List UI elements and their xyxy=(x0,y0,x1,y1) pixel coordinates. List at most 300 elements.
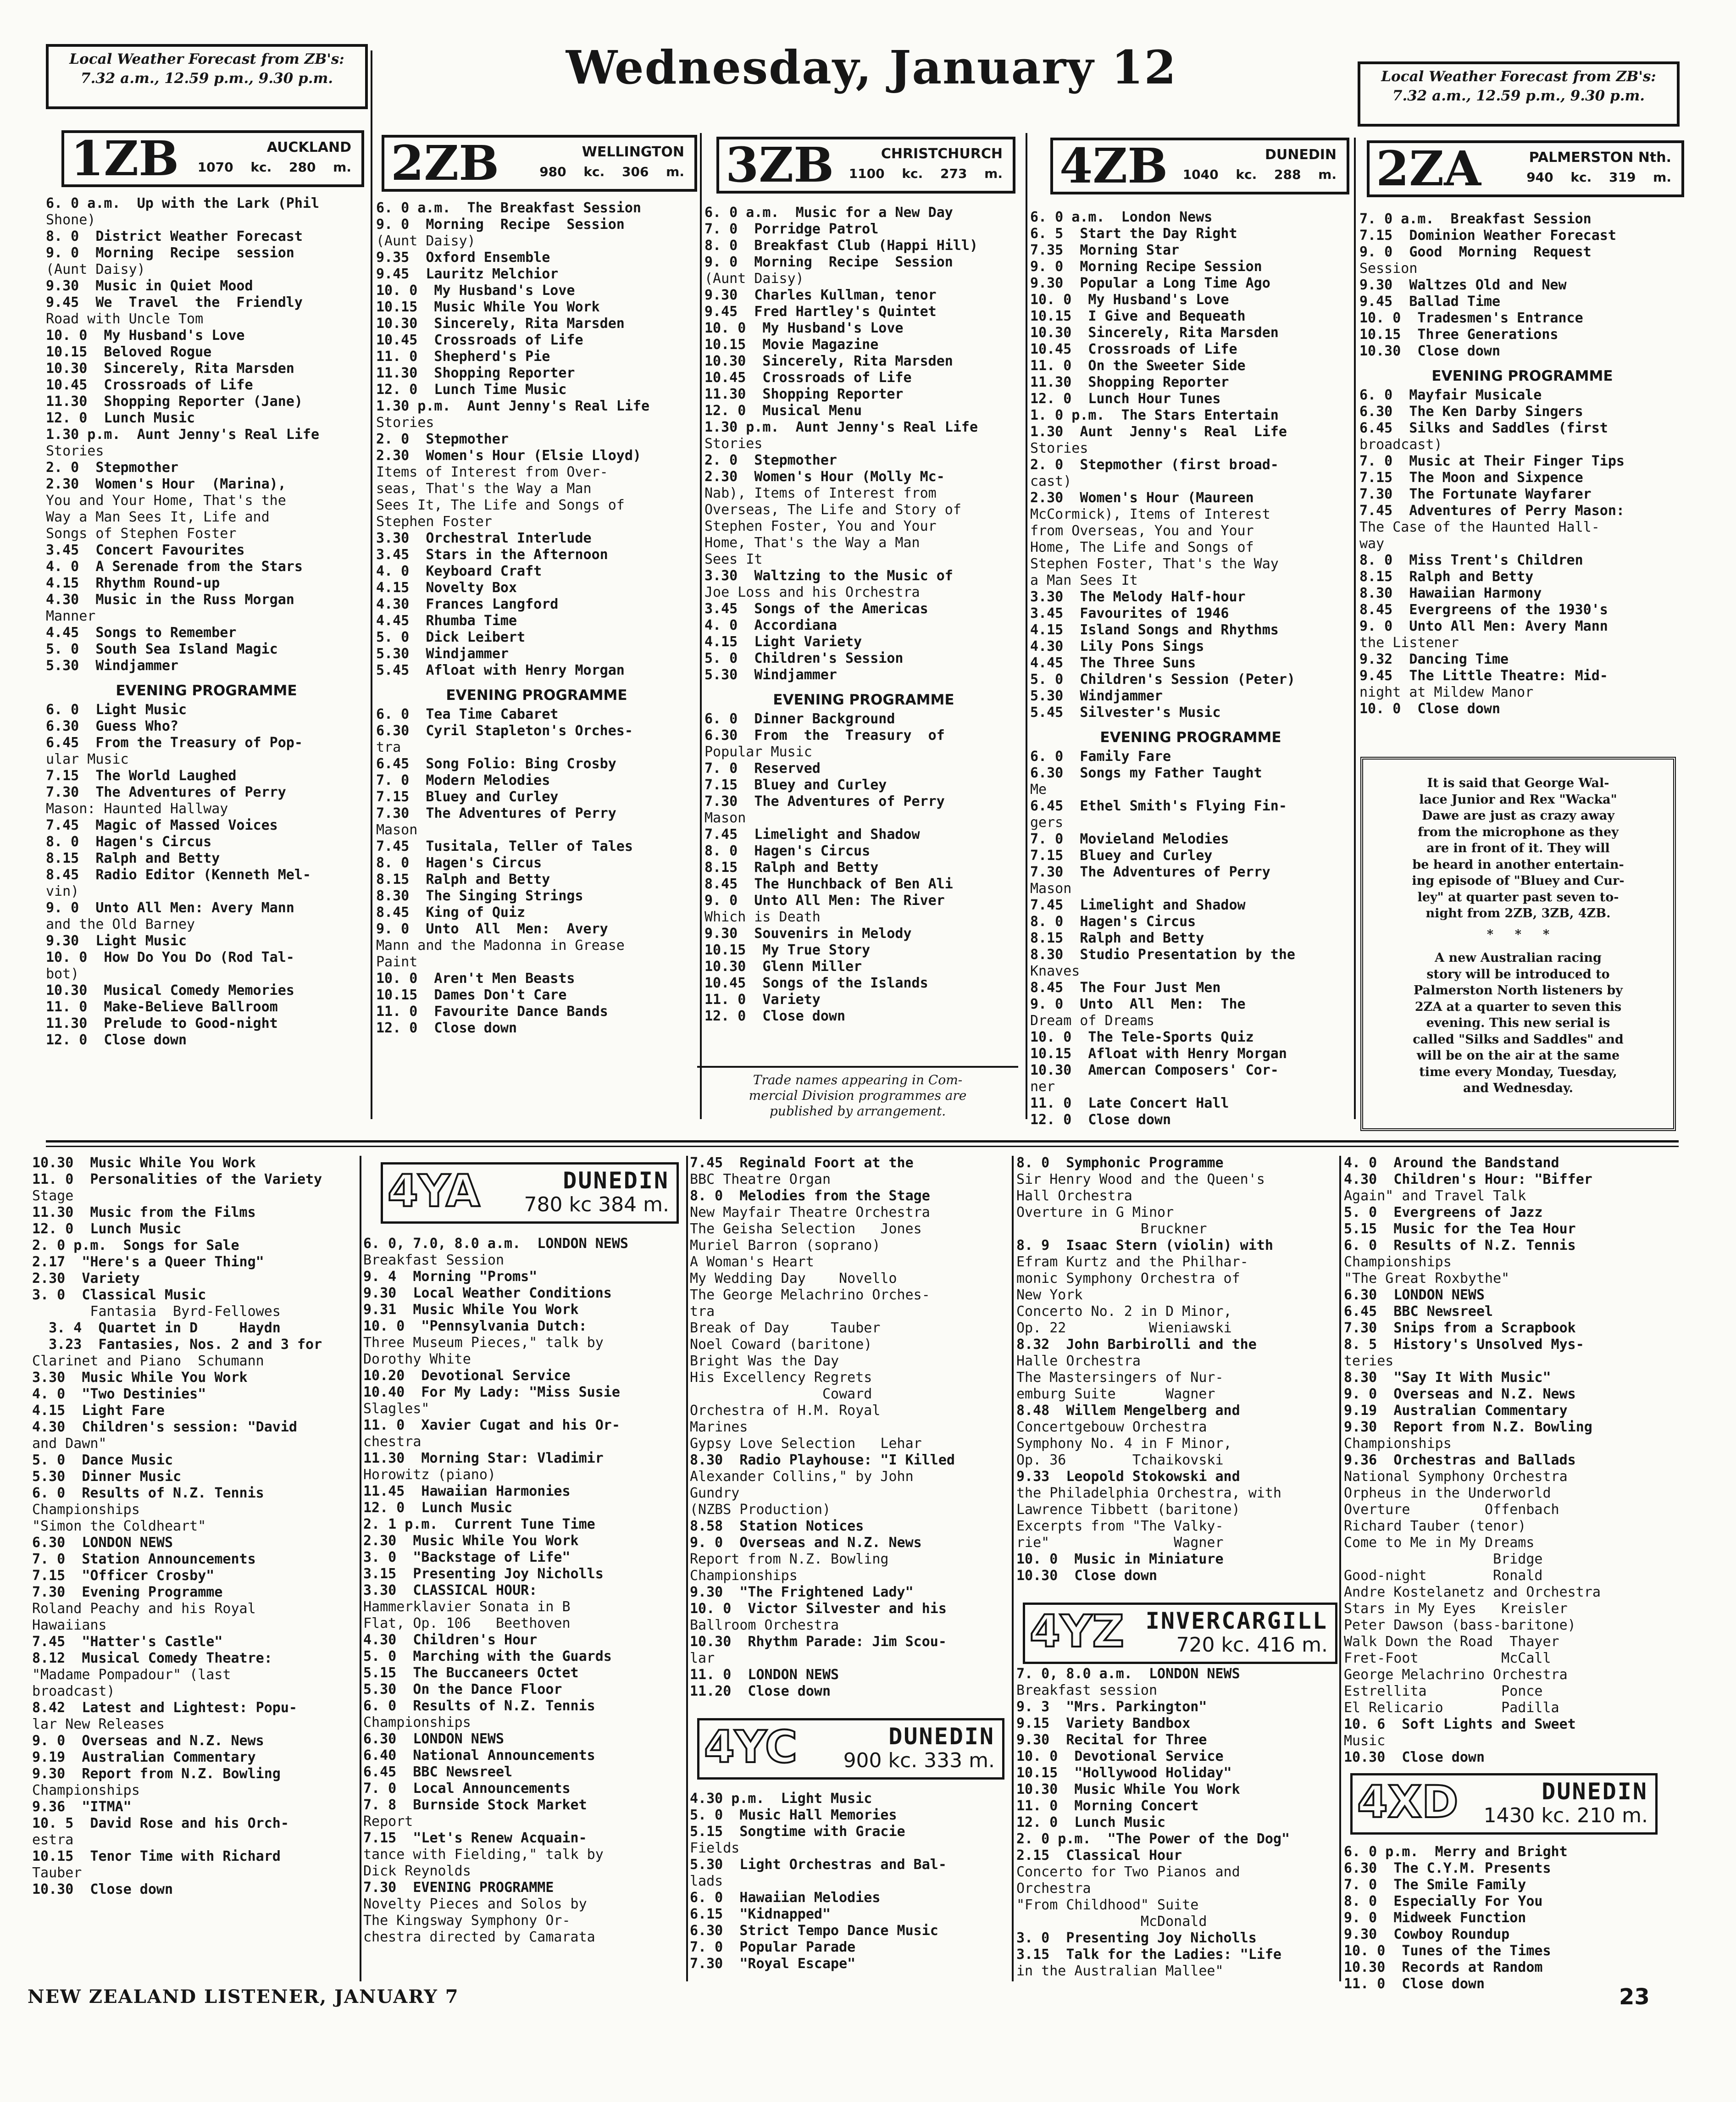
program-line: 6.30 From the Treasury of xyxy=(704,727,945,743)
program-line: Lawrence Tibbett (baritone) xyxy=(1016,1502,1240,1518)
program-line: chestra xyxy=(363,1434,422,1450)
program-line: Music xyxy=(1344,1733,1386,1749)
program-line: 9. 0 Midweek Function xyxy=(1344,1910,1526,1926)
news-note-line: and Wednesday. xyxy=(1463,1081,1573,1095)
station-freq-2zb: 980 kc. 306 m. xyxy=(539,164,684,179)
program-line: "The Great Roxbythe" xyxy=(1344,1270,1510,1287)
program-line: 5. 0 South Sea Island Magic xyxy=(46,641,278,657)
trade-note-line: mercial Division programmes are xyxy=(749,1088,967,1103)
program-line: 10.15 Afloat with Henry Morgan xyxy=(1030,1046,1287,1062)
program-line: 6.30 Songs my Father Taught xyxy=(1030,765,1262,781)
station-freq-4xd: 1430 kc. 210 m. xyxy=(1483,1804,1648,1827)
program-line: 9. 4 Morning "Proms" xyxy=(363,1269,538,1285)
program-line: 3.15 Presenting Joy Nicholls xyxy=(363,1566,604,1582)
station-freq-2za: 940 kc. 319 m. xyxy=(1526,170,1671,185)
program-line: McCormick), Items of Interest xyxy=(1030,506,1270,522)
program-line: Overture Offenbach xyxy=(1344,1502,1559,1518)
program-line: in the Australian Mallee" xyxy=(1016,1963,1224,1979)
program-line: 3.30 Waltzing to the Music of xyxy=(704,568,953,584)
station-call-4yz: 4YZ xyxy=(1030,1606,1124,1657)
program-line: 4.30 Children's Hour: "Biffer xyxy=(1344,1171,1592,1187)
program-line: Overture in G Minor xyxy=(1016,1204,1174,1220)
program-line: 5.15 Music for the Tea Hour xyxy=(1344,1221,1576,1237)
program-line: 9.45 We Travel the Friendly xyxy=(46,294,303,311)
program-line: 6.45 Silks and Saddles (first xyxy=(1359,420,1608,436)
program-line: 8.15 Ralph and Betty xyxy=(376,871,550,887)
program-line: 6. 0, 7.0, 8.0 a.m. LONDON NEWS xyxy=(363,1236,628,1252)
program-line: 11. 0 Close down xyxy=(1344,1976,1485,1992)
program-line: The Kingsway Symphony Or- xyxy=(363,1913,571,1929)
program-line: Mason: Haunted Hallway xyxy=(46,801,228,817)
program-line: 9.19 Australian Commentary xyxy=(32,1749,256,1765)
program-line: 7.35 Morning Star xyxy=(1030,242,1180,258)
program-line: 8.45 The Four Just Men xyxy=(1030,980,1221,996)
program-line: 9.30 Music in Quiet Mood xyxy=(46,278,253,294)
weather-forecast-right-line1: Local Weather Forecast from ZB's: xyxy=(1381,68,1656,85)
program-line: 4.30 Children's Hour xyxy=(363,1632,538,1648)
news-note-line: * * * xyxy=(1486,927,1550,942)
program-line: Come to Me in My Dreams xyxy=(1344,1535,1535,1551)
program-line: You and Your Home, That's the xyxy=(46,493,286,509)
program-line: 12. 0 Close down xyxy=(704,1008,846,1024)
program-line: 7. 0 Modern Melodies xyxy=(376,772,550,788)
program-line: 4.45 Songs to Remember xyxy=(46,625,237,641)
program-line: Efram Kurtz and the Philhar- xyxy=(1016,1254,1248,1270)
program-line: "Madame Pompadour" (last xyxy=(32,1667,231,1683)
program-line: chestra directed by Camarata xyxy=(363,1929,595,1945)
news-note-line: evening. This new serial is xyxy=(1426,1016,1610,1030)
station-call-3zb: 3ZB xyxy=(726,137,834,193)
program-line: 8.48 Willem Mengelberg and xyxy=(1016,1403,1240,1419)
program-line: 4. 0 A Serenade from the Stars xyxy=(46,559,303,575)
program-line: from Overseas, You and Your xyxy=(1030,523,1254,539)
program-line: Slagles" xyxy=(363,1401,430,1417)
station-box-4yz xyxy=(1023,1603,1337,1664)
program-line: 9.30 Report from N.Z. Bowling xyxy=(1344,1419,1592,1435)
program-line: rie" Wagner xyxy=(1016,1535,1224,1551)
program-line: 1. 0 p.m. The Stars Entertain xyxy=(1030,407,1279,423)
program-line: 10.15 Movie Magazine xyxy=(704,337,879,353)
weather-forecast-left-line1: Local Weather Forecast from ZB's: xyxy=(69,51,344,67)
program-line: 5.30 Light Orchestras and Bal- xyxy=(690,1857,947,1873)
program-line: 11.45 Hawaiian Harmonies xyxy=(363,1483,571,1499)
schedule-4zb xyxy=(1030,209,1351,1128)
station-city-3zb: CHRISTCHURCH xyxy=(881,146,1003,162)
program-line: 2. 0 Stepmother xyxy=(704,452,837,468)
news-note-line: story will be introduced to xyxy=(1426,967,1610,982)
news-note-line: called "Silks and Saddles" and xyxy=(1413,1032,1624,1047)
program-line: 8. 0 Hagen's Circus xyxy=(46,834,212,850)
program-line: 10.30 Sincerely, Rita Marsden xyxy=(704,353,953,369)
program-line: 9. 0 Overseas and N.Z. News xyxy=(32,1733,264,1749)
program-line: 9. 0 Unto All Men: Avery Mann xyxy=(46,900,294,916)
station-city-4zb: DUNEDIN xyxy=(1265,147,1337,163)
program-line: 8.30 Radio Playhouse: "I Killed xyxy=(690,1452,955,1468)
program-line: 5.30 Windjammer xyxy=(1030,688,1163,704)
program-line: Op. 36 Tchaikovski xyxy=(1016,1452,1224,1468)
program-line: Symphony No. 4 in F Minor, xyxy=(1016,1436,1232,1452)
program-line: 10.20 Devotional Service xyxy=(363,1368,571,1384)
program-line: 10. 0 Close down xyxy=(1359,701,1501,717)
program-line: 5. 0 Dance Music xyxy=(32,1452,173,1468)
news-note-line: Dawe are just as crazy away xyxy=(1421,809,1615,823)
program-line: 4.15 Light Variety xyxy=(704,634,862,650)
program-line: 10.15 Music While You Work xyxy=(376,299,600,315)
program-line: 10. 0 My Husband's Love xyxy=(376,283,575,299)
program-line: seas, That's the Way a Man xyxy=(376,481,592,497)
program-line: 8.30 The Singing Strings xyxy=(376,888,583,904)
program-line: Championships xyxy=(1344,1436,1452,1452)
program-line: 9.36 "ITMA" xyxy=(32,1799,132,1815)
program-line: 8.15 Ralph and Betty xyxy=(1030,930,1204,946)
program-line: 9.30 Charles Kullman, tenor xyxy=(704,287,937,303)
program-line: 2. 0 p.m. "The Power of the Dog" xyxy=(1016,1831,1290,1847)
program-line: Championships xyxy=(1344,1254,1452,1270)
program-line: 7. 0 Local Announcements xyxy=(363,1780,571,1797)
program-line: 11.30 Shopping Reporter xyxy=(376,365,575,381)
program-line: Overseas, The Life and Story of xyxy=(704,502,961,518)
program-line: 9. 0 Morning Recipe Session xyxy=(376,216,625,233)
program-line: 9.30 "The Frightened Lady" xyxy=(690,1584,914,1600)
program-line: Break of Day Tauber xyxy=(690,1320,881,1336)
program-line: Stories xyxy=(46,443,104,459)
program-line: Hall Orchestra xyxy=(1016,1188,1132,1204)
station-call-4ya: 4YA xyxy=(388,1165,480,1217)
program-line: ular Music xyxy=(46,751,129,767)
program-line: vin) xyxy=(46,883,79,899)
program-line: 8.15 Ralph and Betty xyxy=(1359,569,1534,585)
station-box-4ya xyxy=(381,1162,679,1224)
program-line: 6. 0 Results of N.Z. Tennis xyxy=(363,1698,595,1714)
program-line: 10. 6 Soft Lights and Sweet xyxy=(1344,1716,1576,1732)
program-line: 8.15 Ralph and Betty xyxy=(46,850,220,866)
program-line: 8. 0 Melodies from the Stage xyxy=(690,1188,930,1204)
program-line: 6. 0 a.m. The Breakfast Session xyxy=(376,200,641,216)
program-line: 8.30 "Say It With Music" xyxy=(1344,1370,1551,1386)
program-line: 7.30 "Royal Escape" xyxy=(690,1956,856,1972)
program-line: Muriel Barron (soprano) xyxy=(690,1237,881,1253)
station-city-2za: PALMERSTON Nth. xyxy=(1529,150,1671,166)
program-line: 9.30 Recital for Three xyxy=(1016,1732,1207,1748)
news-note-line: It is said that George Wal- xyxy=(1427,776,1609,790)
program-line: 10. 0 Music in Miniature xyxy=(1016,1551,1224,1567)
program-line: and the Old Barney xyxy=(46,916,195,932)
spacer xyxy=(1030,721,1351,727)
program-line: 9. 3 "Mrs. Parkington" xyxy=(1016,1699,1207,1715)
program-line: 11.30 Shopping Reporter xyxy=(1030,374,1229,390)
program-line: 10.45 Songs of the Islands xyxy=(704,975,928,991)
program-line: 9.36 Orchestras and Ballads xyxy=(1344,1452,1576,1468)
program-line: tra xyxy=(376,739,401,755)
program-line: 9.30 Local Weather Conditions xyxy=(363,1285,612,1301)
program-line: 10.30 Close down xyxy=(1016,1568,1158,1584)
program-line: 10.15 I Give and Bequeath xyxy=(1030,308,1246,324)
program-line: Coward xyxy=(690,1386,872,1402)
program-line: 11. 0 Favourite Dance Bands xyxy=(376,1004,608,1020)
program-line: 7.45 Limelight and Shadow xyxy=(1030,897,1246,913)
program-line: 11.30 Shopping Reporter xyxy=(704,386,904,402)
program-line: 6. 0 Tea Time Cabaret xyxy=(376,706,559,722)
schedule-4xd xyxy=(1344,1844,1679,1992)
program-line: monic Symphony Orchestra of xyxy=(1016,1270,1240,1287)
program-line: 4.15 Light Fare xyxy=(32,1403,165,1419)
program-line: 6.45 BBC Newsreel xyxy=(1344,1303,1493,1320)
program-line: 2. 1 p.m. Current Tune Time xyxy=(363,1516,595,1532)
program-line: 3.15 Talk for the Ladies: "Life xyxy=(1016,1947,1281,1963)
program-line: Fields xyxy=(690,1840,740,1856)
program-line: cast) xyxy=(1030,473,1072,489)
program-line: 8. 0 Hagen's Circus xyxy=(704,843,871,859)
program-line: 7.15 Bluey and Curley xyxy=(1030,848,1213,864)
program-line: 8. 0 Symphonic Programme xyxy=(1016,1155,1224,1171)
program-line: 2. 0 Stepmother xyxy=(376,431,509,447)
program-line: 7.15 "Let's Renew Acquain- xyxy=(363,1830,587,1846)
program-line: 8.45 King of Quiz xyxy=(376,904,526,921)
program-line: (Aunt Daisy) xyxy=(46,261,145,277)
program-line: 2.30 Women's Hour (Maureen xyxy=(1030,490,1254,506)
spacer xyxy=(1359,360,1685,365)
spacer xyxy=(704,683,1023,689)
program-line: 12. 0 Lunch Music xyxy=(32,1221,182,1237)
news-note-line: will be on the air at the same xyxy=(1416,1048,1620,1063)
program-line: 10.30 Sincerely, Rita Marsden xyxy=(1030,325,1279,341)
program-line: 8.45 Evergreens of the 1930's xyxy=(1359,602,1608,618)
program-line: 3.30 The Melody Half-hour xyxy=(1030,589,1246,605)
program-line: Three Museum Pieces," talk by xyxy=(363,1335,604,1351)
program-line: 8. 0 Breakfast Club (Happi Hill) xyxy=(704,238,978,254)
program-line: 6. 0 Results of N.Z. Tennis xyxy=(32,1485,264,1501)
program-line: McDonald xyxy=(1016,1913,1207,1930)
program-line: 3.45 Concert Favourites xyxy=(46,542,245,558)
program-line: bot) xyxy=(46,966,79,982)
section-divider xyxy=(46,1146,1679,1147)
schedule-4ya-symphonic xyxy=(1016,1155,1337,1584)
program-line: way xyxy=(1359,536,1385,552)
program-line: 10. 0 Tunes of the Times xyxy=(1344,1943,1551,1959)
news-note-line: Palmerston North listeners by xyxy=(1414,983,1623,998)
program-line: 8.32 John Barbirolli and the xyxy=(1016,1337,1257,1353)
program-line: The Geisha Selection Jones xyxy=(690,1221,922,1237)
program-line: 10. 0 Victor Silvester and his xyxy=(690,1601,947,1617)
news-note-line: from the microphone as they xyxy=(1418,825,1619,839)
station-freq-4yc: 900 kc. 333 m. xyxy=(843,1749,995,1772)
news-note-line: 2ZA at a quarter to seven this xyxy=(1414,999,1622,1014)
program-line: (Aunt Daisy) xyxy=(376,233,476,249)
program-line: 7.45 "Hatter's Castle" xyxy=(32,1634,223,1650)
column-divider xyxy=(700,133,702,1119)
program-line: 10. 0 My Husband's Love xyxy=(1030,292,1229,308)
program-line: Home, The Life and Songs of xyxy=(1030,539,1254,555)
program-line: Items of Interest from Over- xyxy=(376,464,608,480)
program-line: lar xyxy=(690,1650,715,1666)
weather-forecast-left xyxy=(46,44,368,109)
station-box-2zb xyxy=(382,135,697,192)
program-line: Orpheus in the Underworld xyxy=(1344,1485,1551,1501)
trade-names-note xyxy=(697,1066,1018,1119)
program-line: 10. 0 My Husband's Love xyxy=(46,327,245,344)
program-line: 12. 0 Lunch Time Music xyxy=(376,382,567,398)
program-line: the Philadelphia Orchestra, with xyxy=(1016,1485,1281,1501)
program-line: 6.30 The C.Y.M. Presents xyxy=(1344,1860,1551,1876)
program-line: 7.45 Reginald Foort at the xyxy=(690,1155,914,1171)
program-line: 9.45 The Little Theatre: Mid- xyxy=(1359,668,1608,684)
program-line: 12. 0 Close down xyxy=(376,1020,517,1036)
program-line: Bright Was the Day xyxy=(690,1353,839,1369)
program-line: Mason xyxy=(704,810,746,826)
station-freq-4ya: 780 kc 384 m. xyxy=(524,1193,669,1216)
program-line: 11. 0 LONDON NEWS xyxy=(690,1667,839,1683)
station-box-4yc xyxy=(697,1718,1004,1780)
program-line: 9.30 Popular a Long Time Ago xyxy=(1030,275,1270,291)
program-line: 10.15 Beloved Rogue xyxy=(46,344,212,360)
program-line: 8. 0 Hagen's Circus xyxy=(376,855,542,871)
program-line: His Excellency Regrets xyxy=(690,1370,872,1386)
news-note-line: are in front of it. They will xyxy=(1426,841,1610,855)
program-line: 10.45 Crossroads of Life xyxy=(46,377,253,393)
program-line: 4.30 Frances Langford xyxy=(376,596,559,612)
program-line: Nab), Items of Interest from xyxy=(704,485,937,501)
program-line: 6.30 Guess Who? xyxy=(46,718,178,734)
program-line: 6. 5 Start the Day Right xyxy=(1030,226,1237,242)
program-line: 9. 0 Morning Recipe Session xyxy=(1030,259,1262,275)
program-line: 9.30 Waltzes Old and New xyxy=(1359,277,1567,293)
program-line: 12. 0 Lunch Hour Tunes xyxy=(1030,391,1221,407)
program-line: Sees It xyxy=(704,551,763,567)
column-divider xyxy=(686,1156,688,1981)
program-line: 4.30 p.m. Light Music xyxy=(690,1791,872,1807)
evening-programme-heading: EVENING PROGRAMME xyxy=(1431,368,1613,384)
program-line: 7.15 The World Laughed xyxy=(46,768,237,784)
program-line: 6.45 From the Treasury of Pop- xyxy=(46,735,303,751)
program-line: Gundry xyxy=(690,1485,740,1501)
footer-publication: NEW ZEALAND LISTENER, JANUARY 7 xyxy=(28,1986,459,2008)
program-line: 5. 0 Evergreens of Jazz xyxy=(1344,1204,1543,1220)
program-line: Good-night Ronald xyxy=(1344,1568,1543,1584)
program-line: 10.45 Crossroads of Life xyxy=(376,332,583,348)
news-note-line: be heard in another entertain- xyxy=(1412,857,1624,872)
weather-forecast-left-line2: 7.32 a.m., 12.59 p.m., 9.30 p.m. xyxy=(80,70,333,87)
program-line: Shone) xyxy=(46,212,96,228)
weather-forecast-right-line2: 7.32 a.m., 12.59 p.m., 9.30 p.m. xyxy=(1392,88,1645,104)
program-line: Championships xyxy=(690,1568,798,1584)
program-line: 12. 0 Lunch Music xyxy=(46,410,195,426)
program-line: 10.15 Tenor Time with Richard xyxy=(32,1848,281,1864)
program-line: lads xyxy=(690,1873,723,1889)
station-call-4xd: 4XD xyxy=(1357,1776,1459,1828)
program-line: Hammerklavier Sonata in B xyxy=(363,1599,571,1615)
program-line: 3.45 Songs of the Americas xyxy=(704,601,928,617)
program-line: Popular Music xyxy=(704,744,812,760)
program-line: 10. 0 Devotional Service xyxy=(1016,1748,1224,1764)
program-line: Report xyxy=(363,1814,413,1830)
program-line: 6. 0 Results of N.Z. Tennis xyxy=(1344,1237,1576,1253)
schedule-2za xyxy=(1359,211,1685,717)
program-line: 7.30 The Adventures of Perry xyxy=(704,793,945,810)
program-line: Orchestra xyxy=(1016,1880,1091,1897)
program-line: 7. 0 Movieland Melodies xyxy=(1030,831,1229,847)
station-call-4yc: 4YC xyxy=(704,1721,798,1773)
program-line: 9.15 Variety Bandbox xyxy=(1016,1715,1191,1731)
program-line: 4.45 The Three Suns xyxy=(1030,655,1196,671)
program-line: and Dawn" xyxy=(32,1436,107,1452)
program-line: 5. 0 Children's Session xyxy=(704,650,904,666)
program-line: 9.35 Oxford Ensemble xyxy=(376,250,550,266)
program-line: 10. 5 David Rose and his Orch- xyxy=(32,1815,289,1831)
program-line: 9.33 Leopold Stokowski and xyxy=(1016,1469,1240,1485)
program-line: 11. 0 On the Sweeter Side xyxy=(1030,358,1246,374)
schedule-4ya-continued xyxy=(690,1155,1010,1700)
trade-note-line: Trade names appearing in Com- xyxy=(753,1072,963,1087)
program-line: Estrellita Ponce xyxy=(1344,1683,1543,1699)
program-line: estra xyxy=(32,1832,74,1848)
program-line: 10. 0 Tradesmen's Entrance xyxy=(1359,310,1583,326)
station-city-4xd: DUNEDIN xyxy=(1542,1778,1648,1805)
program-line: Championships xyxy=(32,1502,140,1518)
program-line: 6. 0 Light Music xyxy=(46,702,187,718)
program-line: 7. 0 Porridge Patrol xyxy=(704,221,879,237)
schedule-4yz xyxy=(1016,1666,1337,1980)
program-line: 3.45 Favourites of 1946 xyxy=(1030,605,1229,621)
program-line: 9. 0 Unto All Men: Avery Mann xyxy=(1359,618,1608,634)
program-line: Stephen Foster, You and Your xyxy=(704,518,937,534)
program-line: Stephen Foster, That's the Way xyxy=(1030,556,1279,572)
spacer xyxy=(376,679,697,684)
program-line: tance with Fielding," talk by xyxy=(363,1847,604,1863)
program-line: 9.30 Cowboy Roundup xyxy=(1344,1926,1510,1942)
program-line: Roland Peachy and his Royal xyxy=(32,1601,256,1617)
program-line: Horowitz (piano) xyxy=(363,1467,496,1483)
news-note-line: ley" at quarter past seven to- xyxy=(1417,890,1619,904)
program-line: 10.30 Sincerely, Rita Marsden xyxy=(46,361,294,377)
program-line: Breakfast Session xyxy=(363,1252,505,1268)
program-line: 11.30 Music from the Films xyxy=(32,1204,256,1220)
program-line: Again" and Travel Talk xyxy=(1344,1188,1526,1204)
program-line: 5.45 Silvester's Music xyxy=(1030,704,1221,721)
program-line: 6. 0 Hawaiian Melodies xyxy=(690,1890,881,1906)
program-line: 10.30 Glenn Miller xyxy=(704,959,862,975)
program-line: 6. 0 Mayfair Musicale xyxy=(1359,387,1542,403)
station-freq-4zb: 1040 kc. 288 m. xyxy=(1182,167,1337,182)
station-call-4zb: 4ZB xyxy=(1059,138,1168,194)
program-line: 8.45 Radio Editor (Kenneth Mel- xyxy=(46,867,311,883)
program-line: 7.15 Bluey and Curley xyxy=(704,777,887,793)
program-line: "Simon the Coldheart" xyxy=(32,1518,206,1534)
program-line: 12. 0 Lunch Music xyxy=(1016,1814,1166,1830)
program-line: 7.15 "Officer Crosby" xyxy=(32,1568,215,1584)
program-line: Fret-Foot McCall xyxy=(1344,1650,1551,1666)
evening-programme-heading: EVENING PROGRAMME xyxy=(446,687,627,704)
program-line: Flat, Op. 106 Beethoven xyxy=(363,1615,571,1631)
program-line: The Mastersingers of Nur- xyxy=(1016,1370,1224,1386)
program-line: Fantasia Byrd-Fellowes xyxy=(32,1303,281,1320)
program-line: Stars in My Eyes Kreisler xyxy=(1344,1601,1568,1617)
program-line: 4.15 Rhythm Round-up xyxy=(46,575,220,591)
program-line: Gypsy Love Selection Lehar xyxy=(690,1436,922,1452)
program-line: Mann and the Madonna in Grease xyxy=(376,937,625,954)
program-line: Stories xyxy=(376,415,434,431)
weather-forecast-right xyxy=(1358,61,1680,127)
program-line: 10.15 Three Generations xyxy=(1359,327,1559,343)
program-line: 12. 0 Musical Menu xyxy=(704,403,862,419)
program-line: 4. 0 Around the Bandstand xyxy=(1344,1155,1559,1171)
program-line: 6.30 LONDON NEWS xyxy=(1344,1287,1485,1303)
program-line: tra xyxy=(690,1303,715,1320)
program-line: 6.30 Cyril Stapleton's Orches- xyxy=(376,723,633,739)
program-line: 7. 0 The Smile Family xyxy=(1344,1877,1526,1893)
program-line: 4.15 Island Songs and Rhythms xyxy=(1030,622,1279,638)
program-line: 11. 0 Shepherd's Pie xyxy=(376,349,550,365)
program-line: 2.30 Women's Hour (Molly Mc- xyxy=(704,469,945,485)
